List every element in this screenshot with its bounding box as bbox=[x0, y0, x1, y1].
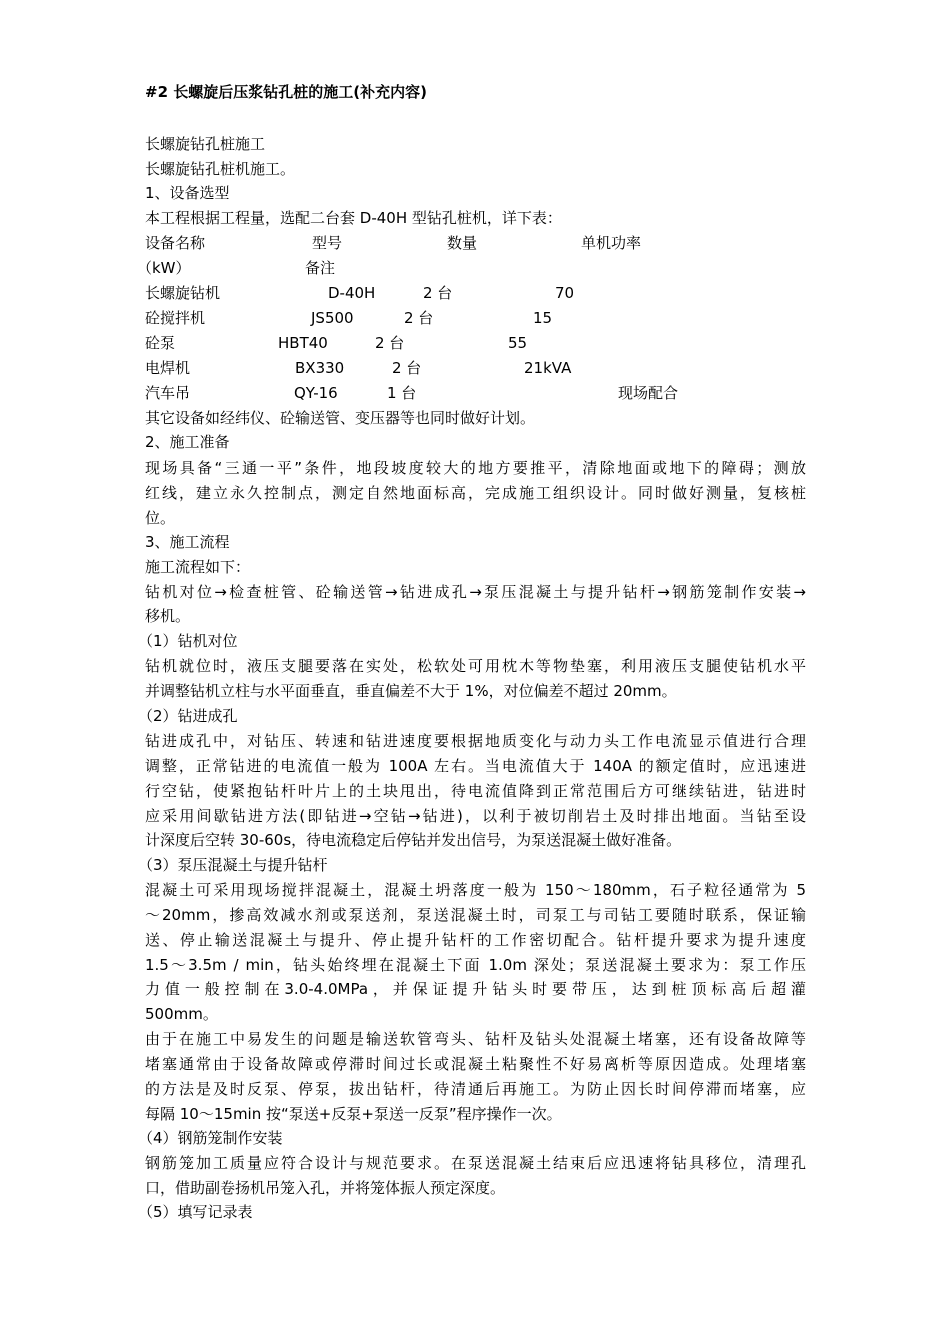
paragraph-line: 调整，正常钻进的电流值一般为 100A 左右。当电流值大于 140A 的额定值时，应迅速进 bbox=[145, 757, 806, 775]
subheading-drilling: （2）钻进成孔 bbox=[138, 707, 238, 725]
cell-quantity: 2 台 bbox=[423, 284, 453, 302]
cell-name: 电焊机 bbox=[145, 359, 191, 377]
cell-name: 砼泵 bbox=[145, 334, 176, 352]
table-row bbox=[145, 333, 806, 353]
paragraph-line: 红线，建立永久控制点，测定自然地面标高，完成施工组织设计。同时做好测量，复核桩 bbox=[145, 484, 806, 502]
cell-quantity: 2 台 bbox=[404, 309, 434, 327]
cell-model: QY-16 bbox=[294, 384, 338, 402]
equipment-description: 本工程根据工程量，选配二台套 D-40H 型钻孔桩机，详下表： bbox=[145, 209, 562, 227]
paragraph-line: 500mm。 bbox=[145, 1005, 218, 1023]
paragraph-line: 钻机就位时，液压支腿要落在实处，松软处可用枕木等物垫塞，利用液压支腿使钻机水平 bbox=[145, 657, 806, 675]
cell-power: 15 bbox=[533, 309, 553, 327]
cell-model: JS500 bbox=[311, 309, 354, 327]
table-header-row bbox=[145, 233, 806, 253]
paragraph-line: 堵塞通常由于设备故障或停滞时间过长或混凝土粘聚性不好易离析等原因造成。处理堵塞 bbox=[145, 1055, 806, 1073]
cell-model: D-40H bbox=[328, 284, 376, 302]
section-heading-equipment: 1、设备选型 bbox=[145, 184, 230, 202]
paragraph-line: 并调整钻机立柱与水平面垂直，垂直偏差不大于 1%，对位偏差不超过 20mm。 bbox=[145, 682, 677, 700]
table-row bbox=[145, 358, 806, 378]
paragraph-line: 混凝土可采用现场搅拌混凝土，混凝土坍落度一般为 150～180mm，石子粒径通常为 5 bbox=[145, 881, 806, 899]
table-row bbox=[145, 283, 806, 303]
paragraph-line: 行空钻，使紧抱钻杆叶片上的土块甩出，待电流值降到正常范围后方可继续钻进，钻进时 bbox=[145, 782, 806, 800]
subheading-records: （5）填写记录表 bbox=[138, 1203, 253, 1221]
intro-line: 长螺旋钻孔桩机施工。 bbox=[145, 160, 296, 178]
cell-name: 长螺旋钻机 bbox=[145, 284, 221, 302]
header-power-unit: （kW） bbox=[137, 259, 191, 277]
cell-power: 70 bbox=[555, 284, 575, 302]
intro-line: 长螺旋钻孔桩施工 bbox=[145, 135, 266, 153]
paragraph-line: 现场具备“三通一平”条件，地段坡度较大的地方要推平，清除地面或地下的障碍；测放 bbox=[145, 459, 806, 477]
table-header-row-cont bbox=[137, 258, 806, 278]
cell-remark: 现场配合 bbox=[618, 384, 679, 402]
subheading-cage: （4）钢筋笼制作安装 bbox=[138, 1129, 283, 1147]
cell-quantity: 2 台 bbox=[392, 359, 422, 377]
cell-name: 汽车吊 bbox=[145, 384, 191, 402]
header-remark: 备注 bbox=[305, 259, 336, 277]
table-row bbox=[145, 383, 806, 403]
cell-model: HBT40 bbox=[278, 334, 328, 352]
paragraph-line: 由于在施工中易发生的问题是输送软管弯头、钻杆及钻头处混凝土堵塞，还有设备故障等 bbox=[145, 1030, 806, 1048]
cell-name: 砼搅拌机 bbox=[145, 309, 206, 327]
subheading-pumping: （3）泵压混凝土与提升钻杆 bbox=[138, 856, 328, 874]
paragraph-line: 应采用间歇钻进方法(即钻进→空钻→钻进)，以利于被切削岩土及时排出地面。当钻至设 bbox=[145, 807, 806, 825]
document-title: #2 长螺旋后压浆钻孔桩的施工(补充内容) bbox=[145, 83, 427, 101]
table-row bbox=[145, 308, 806, 328]
header-name: 设备名称 bbox=[145, 234, 206, 252]
header-model: 型号 bbox=[312, 234, 343, 252]
paragraph-line: 位。 bbox=[145, 509, 176, 527]
equipment-note: 其它设备如经纬仪、砼输送管、变压器等也同时做好计划。 bbox=[145, 409, 536, 427]
process-intro: 施工流程如下： bbox=[145, 558, 251, 576]
section-heading-process: 3、施工流程 bbox=[145, 533, 230, 551]
paragraph-line: 钻进成孔中，对钻压、转速和钻进速度要根据地质变化与动力头工作电流显示值进行合理 bbox=[145, 732, 806, 750]
paragraph-line: 钢筋笼加工质量应符合设计与规范要求。在泵送混凝土结束后应迅速将钻具移位，清理孔 bbox=[145, 1154, 806, 1172]
section-heading-preparation: 2、施工准备 bbox=[145, 433, 230, 451]
cell-quantity: 1 台 bbox=[387, 384, 417, 402]
paragraph-line: ～20mm，掺高效减水剂或泵送剂，泵送混凝土时，司泵工与司钻工要随时联系，保证输 bbox=[145, 906, 806, 924]
cell-model: BX330 bbox=[295, 359, 345, 377]
cell-power: 21kVA bbox=[524, 359, 572, 377]
process-flow-cont: 移机。 bbox=[145, 607, 191, 625]
paragraph-line: 计深度后空转 30-60s，待电流稳定后停钻并发出信号，为泵送混凝土做好准备。 bbox=[145, 831, 682, 849]
cell-quantity: 2 台 bbox=[375, 334, 405, 352]
cell-power: 55 bbox=[508, 334, 528, 352]
paragraph-line: 力 值 一 般 控 制 在 3.0-4.0MPa ， 并 保 证 提 升 钻 头 时 要 带 压 ， 达 到 桩 顶 标 高 后 超 灌 bbox=[145, 980, 806, 998]
paragraph-line: 口，借助副卷扬机吊笼入孔，并将笼体振人预定深度。 bbox=[145, 1179, 506, 1197]
paragraph-line: 送、停止输送混凝土与提升、停止提升钻杆的工作密切配合。钻杆提升要求为提升速度 bbox=[145, 931, 806, 949]
header-quantity: 数量 bbox=[447, 234, 478, 252]
header-power: 单机功率 bbox=[581, 234, 642, 252]
subheading-positioning: （1）钻机对位 bbox=[138, 632, 238, 650]
paragraph-line: 的方法是及时反泵、停泵，拔出钻杆，待清通后再施工。为防止因长时间停滞而堵塞，应 bbox=[145, 1080, 806, 1098]
paragraph-line: 每隔 10～15min 按“泵送+反泵+泵送一反泵”程序操作一次。 bbox=[145, 1105, 562, 1123]
paragraph-line: 1.5～3.5m / min，钻头始终埋在混凝土下面 1.0m 深处；泵送混凝土要求为：泵工作压 bbox=[145, 956, 806, 974]
process-flow: 钻机对位→检查桩管、砼输送管→钻进成孔→泵压混凝土与提升钻杆→钢筋笼制作安装→ bbox=[145, 583, 806, 601]
